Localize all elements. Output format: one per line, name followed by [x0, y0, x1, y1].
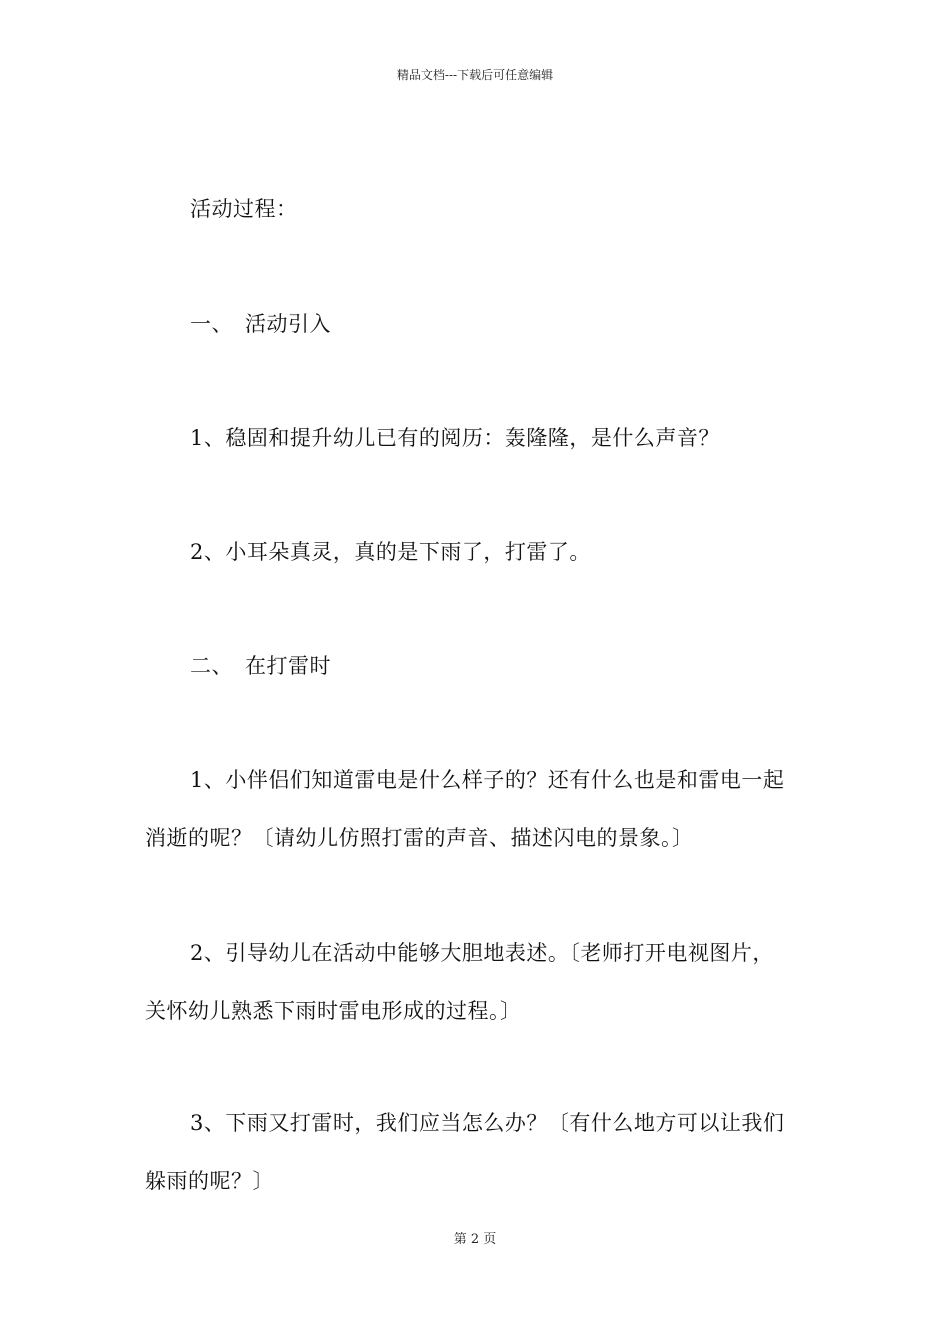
part1-item-2: 2、小耳朵真灵，真的是下雨了，打雷了。 — [190, 540, 591, 564]
part2-item-1-line1: 1、小伴侣们知道雷电是什么样子的？还有什么也是和雷电一起 — [190, 768, 785, 792]
page-footer: 第 2 页 — [453, 1232, 497, 1247]
part1-heading — [190, 309, 860, 339]
part1-title: 活动引入 — [245, 312, 331, 336]
part2-item-2-line2: 关怀幼儿熟悉下雨时雷电形成的过程。〕 — [145, 999, 522, 1023]
page-header: 精品文档---下载后可任意编辑 — [396, 68, 554, 82]
part2-item-3-line2: 躲雨的呢？〕 — [145, 1169, 274, 1193]
part1-item-1: 1、稳固和提升幼儿已有的阅历：轰隆隆，是什么声音？ — [190, 426, 720, 450]
part2-item-3-line1: 3、下雨又打雷时，我们应当怎么办？〔有什么地方可以让我们 — [190, 1111, 785, 1135]
section-title: 活动过程： — [190, 197, 298, 221]
part2-heading — [190, 651, 860, 681]
part1-number: 一、 — [190, 312, 233, 336]
part2-item-1-line2: 消逝的呢？〔请幼儿仿照打雷的声音、描述闪电的景象。〕 — [145, 826, 694, 850]
part2-item-2-line1: 2、引导幼儿在活动中能够大胆地表述。〔老师打开电视图片， — [190, 941, 774, 965]
part2-title: 在打雷时 — [245, 654, 331, 678]
part2-number: 二、 — [190, 654, 233, 678]
